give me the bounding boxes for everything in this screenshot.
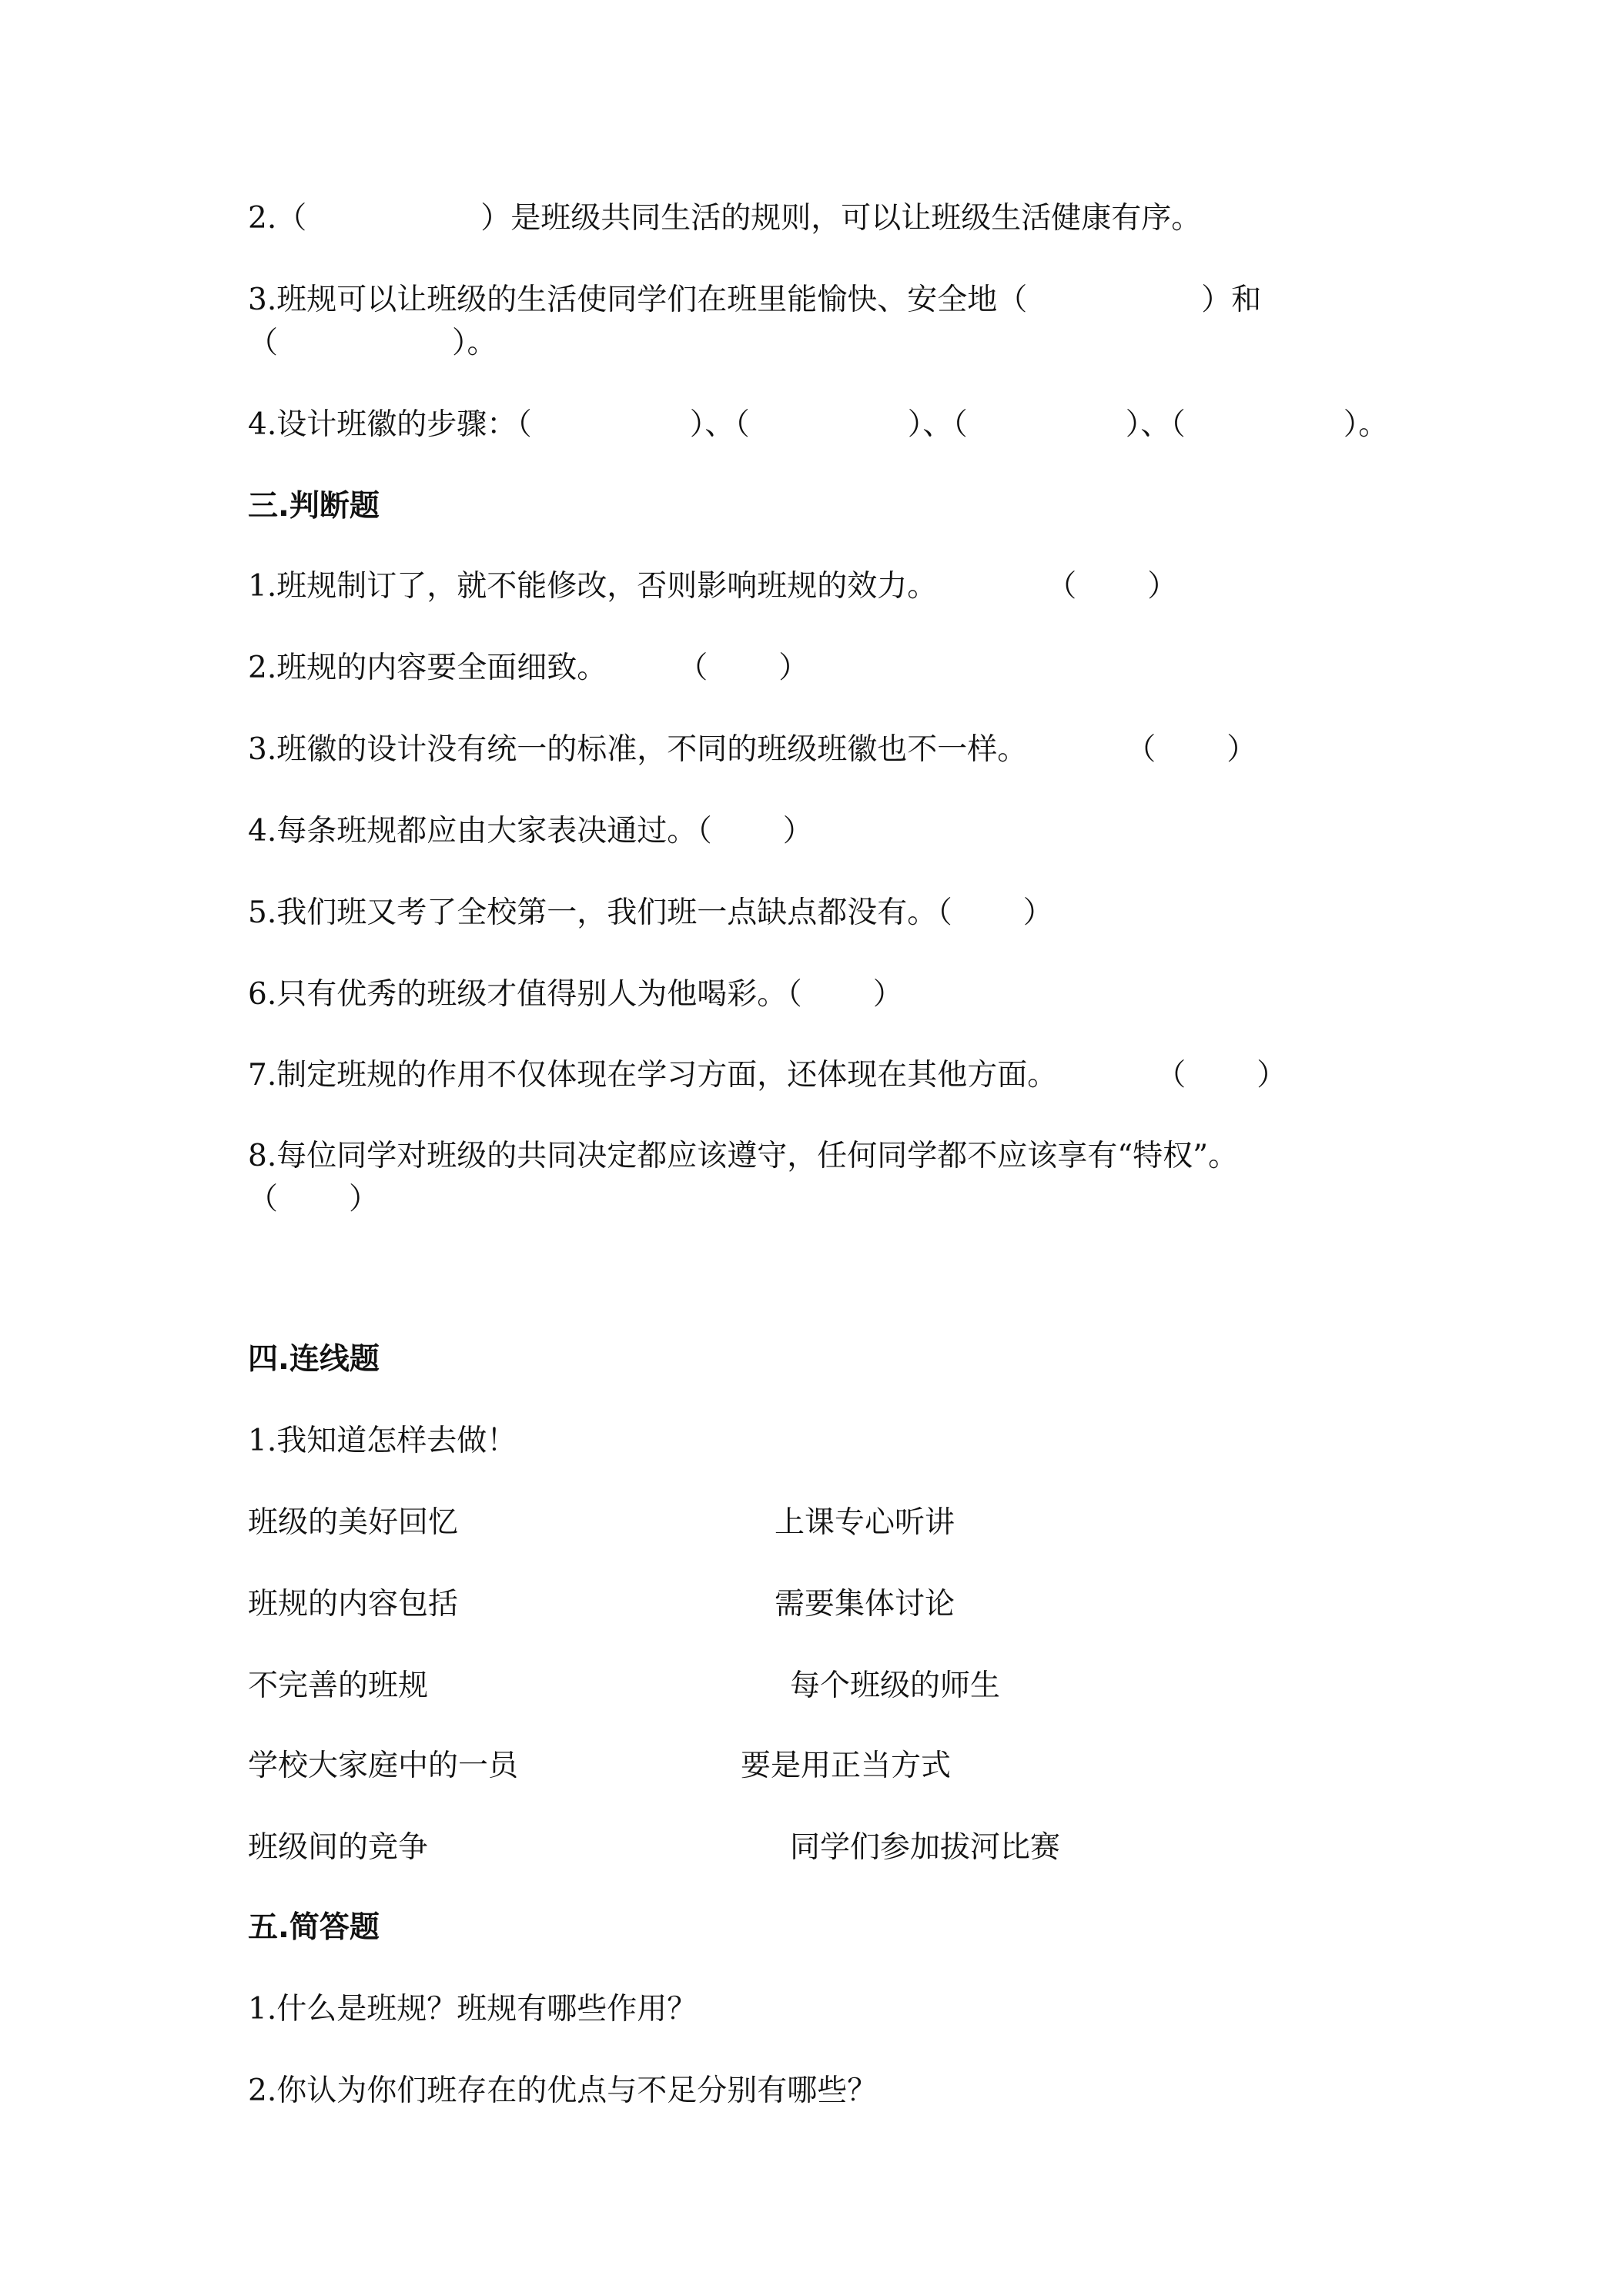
fill-q3-line2: （ ）。 [248, 326, 497, 360]
match-left-1: 班级的美好回忆 [248, 1505, 459, 1540]
match-right-2: 需要集体讨论 [775, 1587, 955, 1622]
judge-6: 6.只有优秀的班级才值得别人为他喝彩。（ ） [248, 977, 903, 1012]
fill-q2: 2.（ ）是班级共同生活的规则，可以让班级生活健康有序。 [248, 201, 1202, 236]
match-left-3: 不完善的班规 [248, 1668, 429, 1703]
judge-8-line2: （ ） [248, 1182, 380, 1217]
judge-2: 2.班规的内容要全面细致。 （ ） [248, 651, 809, 685]
match-left-5: 班级间的竞争 [248, 1830, 429, 1865]
match-left-4: 学校大家庭中的一员 [248, 1749, 519, 1783]
short-answer-1: 1.什么是班规？班规有哪些作用？ [248, 1992, 698, 2027]
match-right-5: 同学们参加拔河比赛 [790, 1830, 1061, 1865]
judge-5: 5.我们班又考了全校第一，我们班一点缺点都没有。（ ） [248, 895, 1053, 930]
matching-heading: 四.连线题 [248, 1342, 380, 1377]
fill-q4: 4.设计班徽的步骤：（ ）、（ ）、（ ）、（ ）。 [248, 407, 1389, 442]
matching-intro: 1.我知道怎样去做！ [248, 1424, 517, 1458]
match-right-4: 要是用正当方式 [741, 1749, 952, 1783]
judge-3: 3.班徽的设计没有统一的标准，不同的班级班徽也不一样。 （ ） [248, 732, 1257, 767]
judgement-heading: 三.判断题 [248, 489, 380, 524]
match-left-2: 班规的内容包括 [248, 1587, 459, 1622]
judge-1: 1.班规制订了，就不能修改，否则影响班规的效力。 （ ） [248, 569, 1178, 604]
match-right-1: 上课专心听讲 [775, 1505, 955, 1540]
judge-8-line1: 8.每位同学对班级的共同决定都应该遵守，任何同学都不应该享有“特权”。 [248, 1139, 1239, 1173]
short-answer-heading: 五.简答题 [248, 1910, 380, 1945]
judge-4: 4.每条班规都应由大家表决通过。（ ） [248, 814, 813, 848]
short-answer-2: 2.你认为你们班存在的优点与不足分别有哪些？ [248, 2073, 878, 2108]
judge-7: 7.制定班规的作用不仅体现在学习方面，还体现在其他方面。 （ ） [248, 1058, 1287, 1093]
match-right-3: 每个班级的师生 [790, 1668, 1001, 1703]
fill-q3-line1: 3.班规可以让班级的生活使同学们在班里能愉快、安全地（ ）和 [248, 283, 1262, 317]
